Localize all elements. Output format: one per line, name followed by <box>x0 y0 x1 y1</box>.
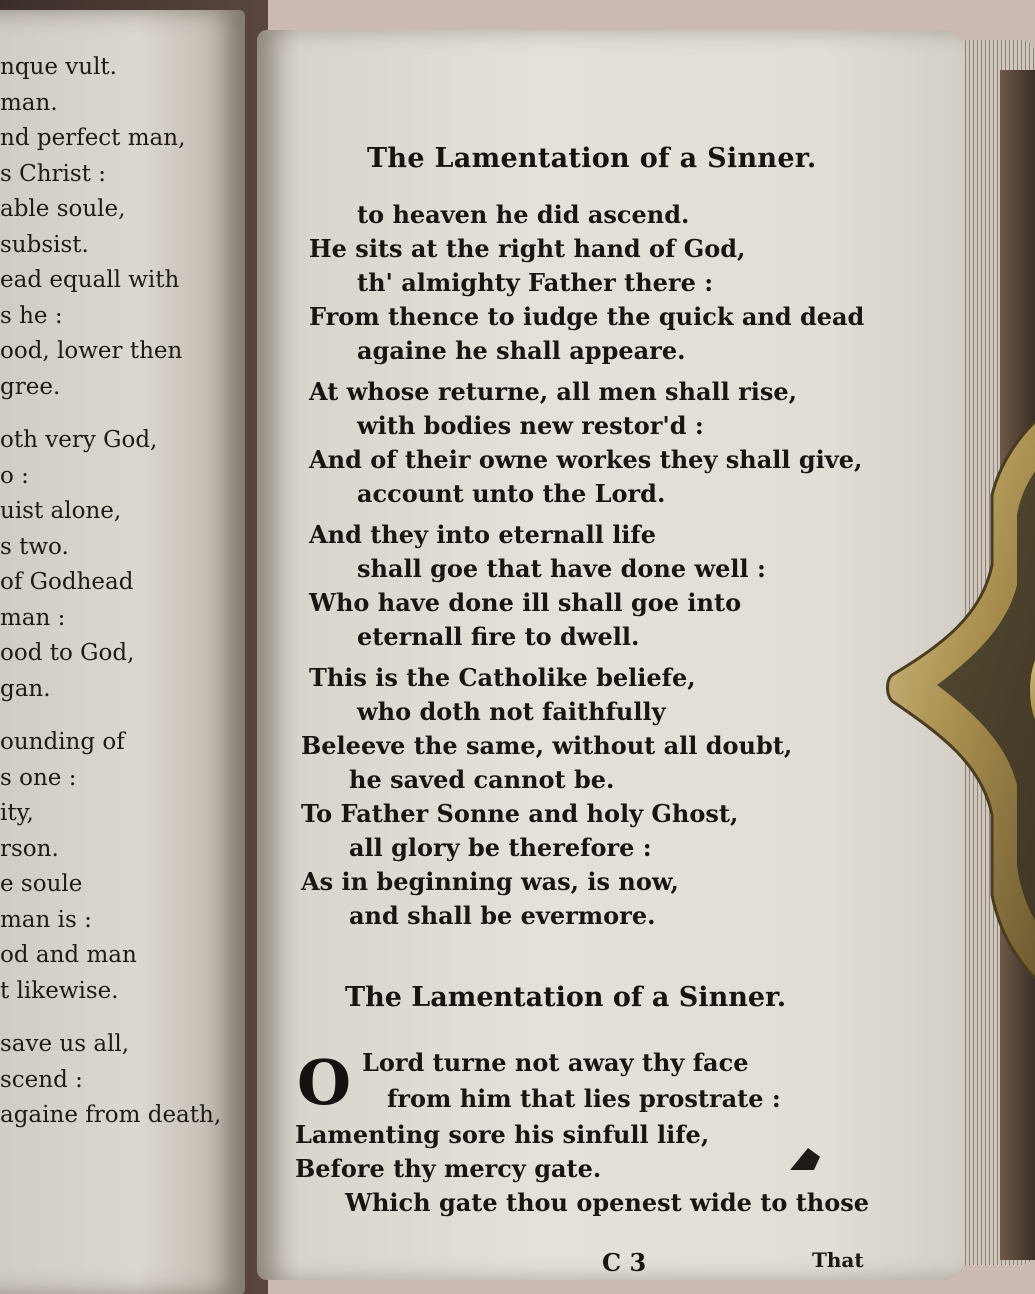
left-page-line: ead equall with <box>0 267 180 293</box>
left-page-line: man. <box>0 89 58 116</box>
creed-line: This is the Catholike beliefe, <box>309 663 696 692</box>
left-page-text <box>0 50 240 1134</box>
left-page-line: ity, <box>0 800 34 826</box>
creed-line: th' almighty Father there : <box>357 268 714 297</box>
poem-line: Which gate thou openest wide to those <box>345 1188 870 1217</box>
left-page-line: rson. <box>0 835 59 862</box>
left-page-line: man : <box>0 604 66 631</box>
left-page-line: gree. <box>0 373 61 400</box>
left-page-line: uist alone, <box>0 498 122 524</box>
creed-line: He sits at the right hand of God, <box>309 234 746 263</box>
creed-line: who doth not faithfully <box>357 697 666 726</box>
poem-line: Lamenting sore his sinfull life, <box>295 1120 710 1149</box>
left-page-line: s one : <box>0 764 77 791</box>
left-page-line <box>0 1009 240 1027</box>
left-page-line: e soule <box>0 871 83 897</box>
left-page-line: t likewise. <box>0 977 119 1004</box>
creed-line: At whose returne, all men shall rise, <box>309 377 798 406</box>
left-page-line: ounding of <box>0 729 125 755</box>
creed-line: to heaven he did ascend. <box>357 200 690 229</box>
creed-line: shall goe that have done well : <box>357 554 766 583</box>
left-page-line: oth very God, <box>0 427 158 453</box>
creed-line: As in beginning was, is now, <box>301 867 679 896</box>
left-page-line: save us all, <box>0 1031 130 1057</box>
creed-line: To Father Sonne and holy Ghost, <box>301 799 739 828</box>
creed-line: And of their owne workes they shall give, <box>309 445 863 474</box>
left-page-line: nd perfect man, <box>0 125 186 151</box>
printer-ornament-icon <box>790 1148 820 1170</box>
left-page-line: o : <box>0 462 29 489</box>
poem-line: from him that lies prostrate : <box>387 1084 781 1113</box>
poem-line: Lord turne not away thy face <box>362 1048 749 1077</box>
creed-line: Beleeve the same, without all doubt, <box>301 731 793 760</box>
creed-line: with bodies new restor'd : <box>357 411 704 440</box>
creed-line: againe he shall appeare. <box>357 336 686 365</box>
left-page-line: gan. <box>0 675 51 702</box>
left-page <box>0 10 245 1294</box>
section-title: The Lamentation of a Sinner. <box>345 982 787 1013</box>
poem-line: Before thy mercy gate. <box>295 1154 602 1183</box>
left-page-line: ood, lower then <box>0 338 183 364</box>
left-page-line: againe from death, <box>0 1102 222 1128</box>
creed-line: and shall be evermore. <box>349 901 656 930</box>
signature-mark: C 3 <box>602 1248 647 1277</box>
left-page-line: ood to God, <box>0 640 135 666</box>
creed-line: eternall fire to dwell. <box>357 622 640 651</box>
running-head: The Lamentation of a Sinner. <box>367 143 817 174</box>
left-page-line: od and man <box>0 942 137 968</box>
creed-line: Who have done ill shall goe into <box>309 588 742 617</box>
left-page-line: s he : <box>0 302 63 329</box>
left-page-line: s Christ : <box>0 160 106 187</box>
creed-line: From thence to iudge the quick and dead <box>309 302 865 331</box>
brass-clasp-icon <box>882 395 1035 1005</box>
left-page-line: nque vult. <box>0 54 117 80</box>
left-page-line <box>0 707 240 725</box>
left-page-line: subsist. <box>0 231 89 258</box>
right-page <box>257 30 965 1280</box>
creed-line: account unto the Lord. <box>357 479 666 508</box>
left-page-line <box>0 405 240 423</box>
left-page-line: of Godhead <box>0 569 134 595</box>
drop-cap: O <box>297 1046 352 1119</box>
catchword: That <box>812 1248 864 1272</box>
left-page-line: man is : <box>0 906 92 933</box>
creed-line: he saved cannot be. <box>349 765 615 794</box>
left-page-line: s two. <box>0 533 69 560</box>
left-page-line: scend : <box>0 1066 83 1093</box>
creed-line: And they into eternall life <box>309 520 657 549</box>
left-page-line: able soule, <box>0 196 126 222</box>
creed-line: all glory be therefore : <box>349 833 652 862</box>
